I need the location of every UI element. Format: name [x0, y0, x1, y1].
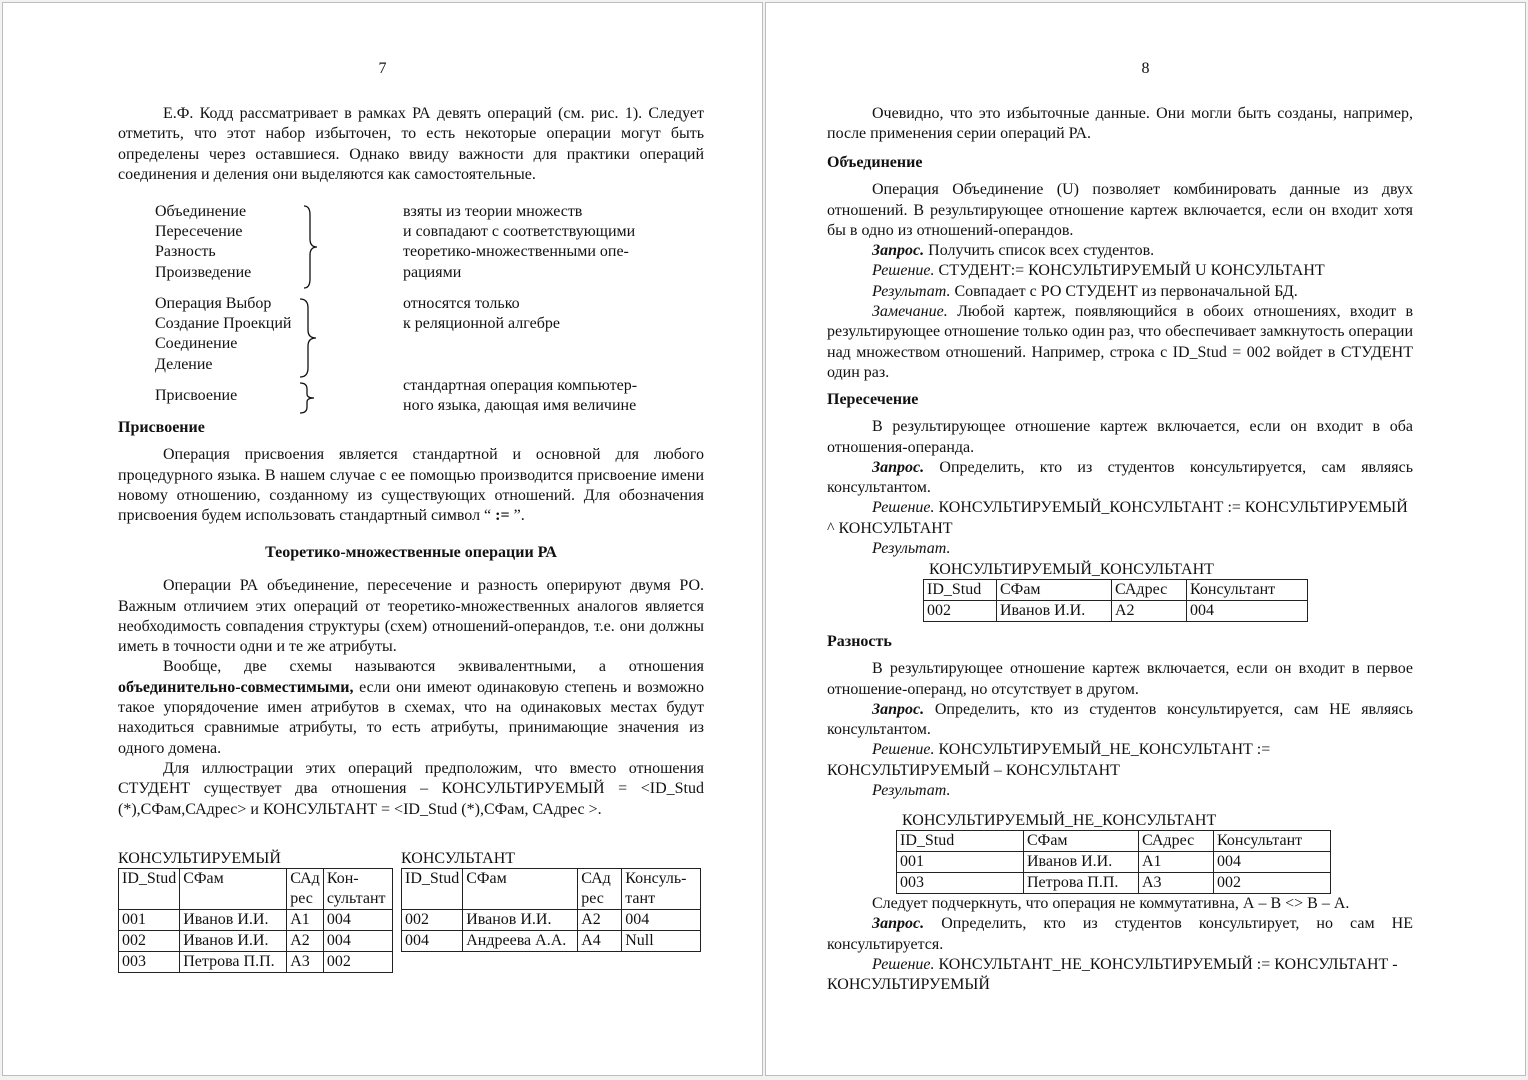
union-solution: Решение. СТУДЕНТ:= КОНСУЛЬТИРУЕМЫЙ U КОНСУЛЬТАНТ — [872, 262, 1325, 280]
difference-result: Результат. — [872, 782, 951, 800]
op-difference: Разность — [155, 243, 216, 260]
union-query: Запрос. Получить список всех студентов. — [872, 242, 1155, 260]
difference-continued — [827, 894, 1413, 995]
difference-text: В результирующее отношение картеж включается, если он входит в первое отношение-операнд, но отсутствует в другом. — [827, 660, 1413, 698]
set-desc-1: взяты из теории множеств — [403, 203, 583, 220]
para-3: Для иллюстрации этих операций предположим, что вместо отношения СТУДЕНТ существует два отношения – КОНСУЛЬТИРУЕМЫЙ = <ID_Stud (*),СФам,САдрес> и КОНСУЛЬТАНТ = <ID_Stud (*),СФам, САдрес >. — [118, 759, 704, 818]
union-note: Замечание. Любой картеж, появляющийся в обоих отношениях, входит в результирующее отношение только один раз, что обеспечивает замкнутость операции над множеством отношений. Например, строка с ID_Stud = 002 войдет в СТУДЕНТ один раз. — [827, 303, 1414, 381]
intro-block — [827, 104, 1413, 145]
union-text: Операция Объединение (U) позволяет комбинировать данные из двух отношений. В результирующее отношение картеж включается, если он входит хотя бы в одно из отношений-операндов. — [827, 181, 1413, 239]
page-number: 8 — [1141, 60, 1150, 77]
intersect-heading: Пересечение — [827, 391, 919, 408]
table-header-row: ID_Stud СФам САд Кон- — [119, 869, 393, 890]
intersect-solution: Решение. КОНСУЛЬТИРУЕМЫЙ_КОНСУЛЬТАНТ := КОНСУЛЬТИРУЕМЫЙ ^ КОНСУЛЬТАНТ — [827, 499, 1408, 537]
union-heading: Объединение — [827, 154, 923, 171]
page-number: 7 — [378, 60, 387, 77]
table-row: 004 Андреева А.А. А4 Null — [402, 931, 701, 952]
assign-desc-1: стандартная операция компьютер- — [403, 377, 638, 394]
assign-heading: Присвоение — [118, 419, 205, 436]
op-select: Операция Выбор — [155, 295, 272, 312]
intro-paragraph: Е.Ф. Кодд рассматривает в рамках РА девять операций (см. рис. 1). Следует отметить, что этот набор избыточен, то есть некоторые операции могут быть определены через оставшиеся. Однако ввиду важности для практики операций соединения и деления они выделяются как самостоятельные. — [118, 105, 704, 183]
union-section — [827, 153, 1413, 383]
intersect-query: Запрос. Определить, кто из студентов консультируется, сам являясь консультантом. — [827, 458, 1414, 497]
set-desc-4: рациями — [403, 264, 462, 281]
difference-note: Следует подчеркнуть, что операция не коммутативна, А – В <> В – А. — [872, 895, 1350, 912]
difference-section — [827, 632, 1413, 801]
intersect-section — [827, 390, 1413, 559]
set-ops-section — [118, 543, 704, 820]
op-product: Произведение — [155, 264, 252, 281]
table-row: 002 Иванов И.И. А2 004 — [402, 910, 701, 931]
table-row: 001 Иванов И.И. А1 004 — [897, 852, 1331, 873]
table-caption: КОНСУЛЬТИРУЕМЫЙ — [118, 850, 281, 867]
op-divide: Деление — [155, 356, 213, 373]
table-header-row: рес сультант — [119, 889, 393, 910]
intro-paragraph: Очевидно, что это избыточные данные. Они могли быть созданы, например, после применения серии операций РА. — [827, 105, 1413, 143]
table-row: 003 Петрова П.П. А3 002 — [119, 952, 393, 973]
op-project: Создание Проекций — [155, 315, 292, 332]
difference-solution: Решение. КОНСУЛЬТИРУЕМЫЙ_НЕ_КОНСУЛЬТАНТ := КОНСУЛЬТИРУЕМЫЙ – КОНСУЛЬТАНТ — [827, 741, 1271, 779]
table-header-row: ID_Stud СФам САдрес Консультант — [897, 831, 1331, 852]
difference-query: Запрос. Определить, кто из студентов консультируется, сам НЕ являясь консультантом. — [827, 700, 1414, 739]
table-row: 002 Иванов И.И. А2 004 — [924, 601, 1308, 622]
table-difference — [896, 812, 1331, 894]
op-intersect: Пересечение — [155, 223, 243, 240]
table-row: 002 Иванов И.И. А2 004 — [119, 931, 393, 952]
rel-desc-2: к реляционной алгебре — [403, 315, 560, 332]
section-heading: Теоретико-множественные операции РА — [265, 544, 557, 561]
table-row: 003 Петрова П.П. А3 002 — [897, 873, 1331, 894]
assign-section — [118, 418, 704, 526]
assign-desc-2: ного языка, дающая имя величине — [403, 397, 637, 414]
para-1: Операции РА объединение, пересечение и разность оперируют двумя РО. Важным отличием этих операций от теоретико-множественных аналогов является необходимость совпадения структуры (схем) отношений-операндов, т.е. они должны иметь в точности одни и те же атрибуты. — [118, 577, 704, 656]
table-caption: КОНСУЛЬТАНТ — [401, 850, 516, 867]
intersect-result: Результат. — [872, 540, 951, 558]
assign-paragraph: Операция присвоения является стандартной и основной для любого процедурного языка. В нашем случае с ее помощью производится присвоение имени новому отношению, созданному из существующих отношений. Для обозначения присвоения будем использовать стандартный символ “ := ”. — [118, 446, 704, 525]
table-intersect — [923, 561, 1308, 622]
difference-solution-2: Решение. КОНСУЛЬТАНТ_НЕ_КОНСУЛЬТИРУЕМЫЙ := КОНСУЛЬТАНТ - КОНСУЛЬТИРУЕМЫЙ — [827, 955, 1398, 994]
difference-query-2: Запрос. Определить, кто из студентов консультирует, но сам НЕ консультируется. — [827, 915, 1413, 953]
table-caption: КОНСУЛЬТИРУЕМЫЙ_НЕ_КОНСУЛЬТАНТ — [902, 812, 1217, 829]
table-header-row: ID_Stud СФам САдрес Консультант — [924, 580, 1308, 601]
difference-heading: Разность — [827, 633, 892, 650]
set-desc-3: теоретико-множественными опе- — [403, 243, 629, 260]
set-desc-2: и совпадают с соответствующими — [403, 223, 636, 240]
op-join: Соединение — [155, 335, 238, 352]
table-row: 001 Иванов И.И. А1 004 — [119, 910, 393, 931]
brace-assign — [298, 382, 318, 414]
table-header-row: ID_Stud СФам САд Консуль- — [402, 869, 701, 890]
table-konsultant — [401, 850, 701, 952]
table-konsultiruemy — [118, 850, 393, 973]
brace-set-ops — [302, 205, 320, 289]
op-assign: Присвоение — [155, 387, 238, 404]
brace-rel-ops — [298, 298, 320, 378]
table-caption: КОНСУЛЬТИРУЕМЫЙ_КОНСУЛЬТАНТ — [929, 561, 1214, 578]
para-2: Вообще, две схемы называются эквивалентными, а отношения объединительно-совместимыми, если они имеют одинаковую степень и возможно такое упорядочение имен атрибутов в схемах, что на одинаковых местах будут находиться сравнимые атрибуты, то есть атрибуты, принимающие значения из одного домена. — [118, 658, 705, 757]
union-result: Результат. Совпадает с РО СТУДЕНТ из первоначальной БД. — [872, 282, 1298, 300]
page-left — [2, 2, 763, 1076]
operations-diagram — [118, 198, 704, 424]
table-header-row: рес тант — [402, 889, 701, 910]
page-right — [765, 2, 1526, 1076]
intersect-text: В результирующее отношение картеж включается, если он входит в оба отношения-операнда. — [827, 418, 1413, 456]
rel-desc-1: относятся только — [403, 295, 520, 312]
op-union: Объединение — [155, 203, 247, 220]
intro-block — [118, 104, 704, 185]
